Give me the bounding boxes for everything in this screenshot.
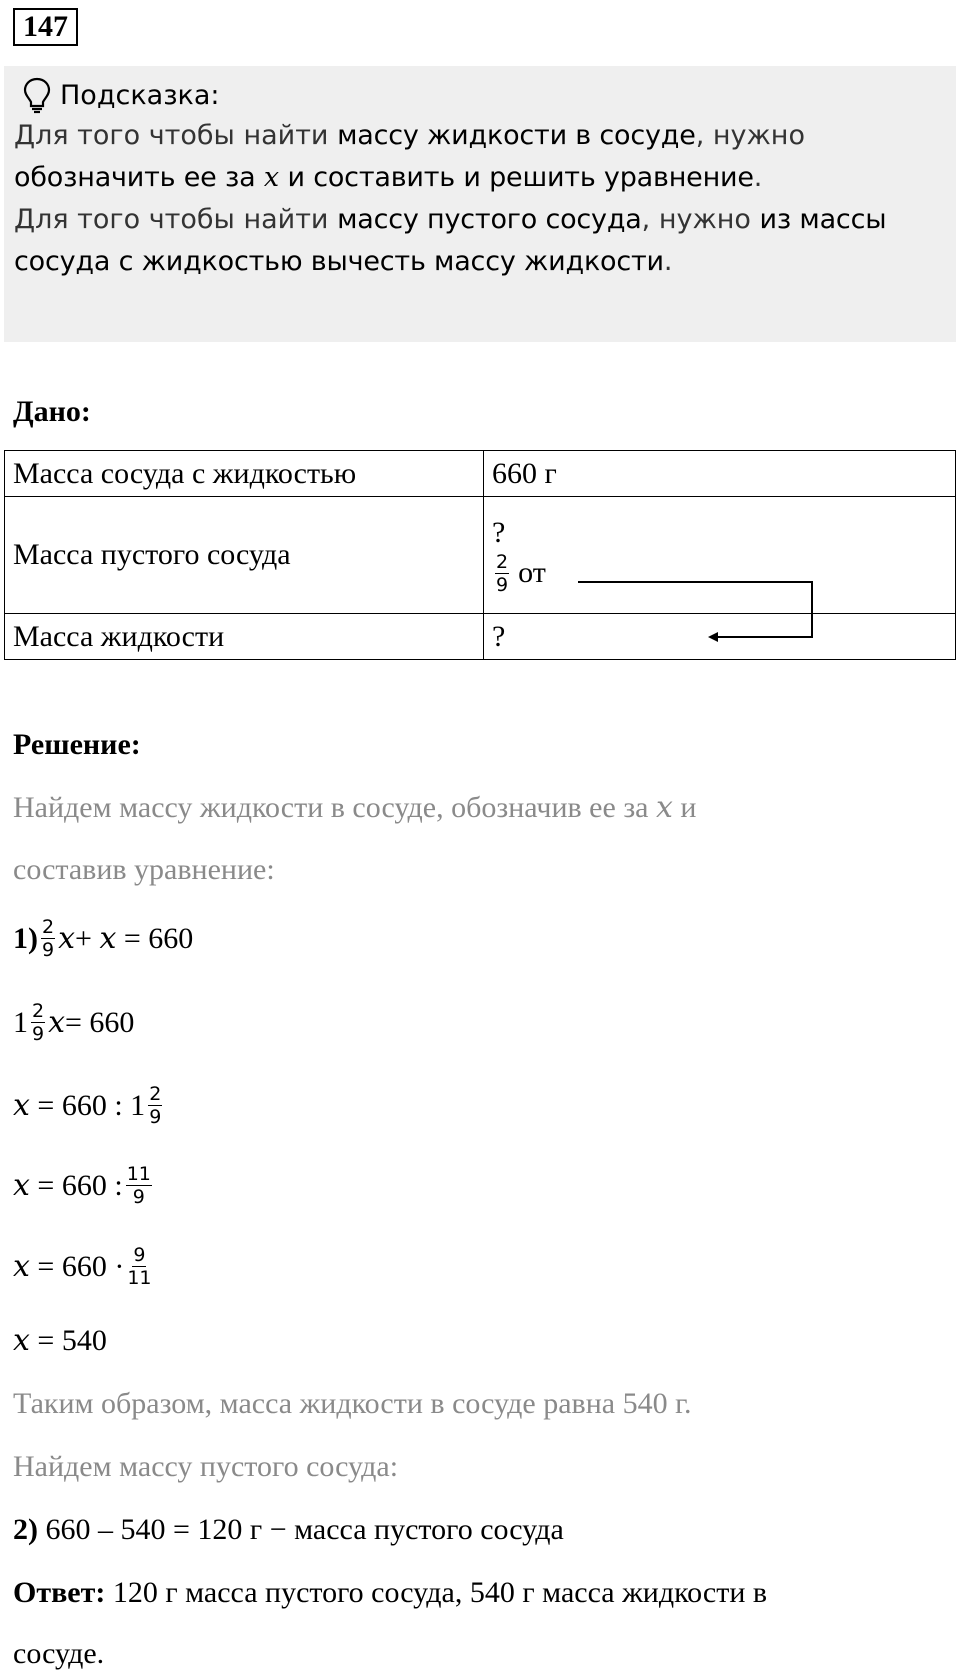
- row-name: Масса сосуда с жидкостью: [5, 451, 484, 497]
- solution-label: Решение:: [13, 728, 141, 761]
- step-7: 2) 660 – 540 = 120 г − масса пустого сосуда: [13, 1513, 564, 1546]
- step-2: 1 $\frac{2}{9}$ x = 660: [13, 1000, 135, 1045]
- answer-line-1: Ответ: 120 г масса пустого сосуда, 540 г масса жидкости в: [13, 1576, 768, 1609]
- hint-line-4: сосуда с жидкостью вычесть массу жидкости.: [14, 246, 673, 277]
- row-value: 660 г: [484, 451, 956, 497]
- next-step-intro: Найдем массу пустого сосуда:: [13, 1450, 399, 1483]
- hint-title-text: Подсказка:: [60, 79, 220, 111]
- answer-line-2: сосуде.: [13, 1637, 105, 1670]
- fraction-of: $\frac{2}{9}$ от: [496, 550, 546, 596]
- relation-arrow: [0, 0, 960, 700]
- step-4: x = 660 : $\frac{11}{9}$: [13, 1163, 151, 1208]
- problem-number: 147: [13, 8, 78, 46]
- fraction: $\frac{2}{9}$: [496, 550, 509, 596]
- fraction: $\frac{2}{9}$: [42, 916, 55, 961]
- hint-line-2: обозначить ее за x и составить и решить уравнение.: [14, 162, 763, 193]
- row-value: ?: [492, 515, 506, 549]
- hint-line-3: Для того чтобы найти массу пустого сосуда, нужно из массы: [14, 204, 887, 235]
- fraction: $\frac{2}{9}$: [149, 1083, 162, 1128]
- step-6: x = 540: [13, 1323, 107, 1358]
- intro-line-1: Найдем массу жидкости в сосуде, обозначив ее за x и: [13, 790, 697, 825]
- fraction: $\frac{2}{9}$: [32, 1000, 45, 1045]
- step-5: x = 660 · $\frac{9}{11}$: [13, 1244, 152, 1289]
- intro-line-2: составив уравнение:: [13, 853, 275, 886]
- row-name: Масса пустого сосуда: [5, 497, 484, 614]
- fraction: $\frac{11}{9}$: [126, 1163, 151, 1208]
- hint-line-1: Для того чтобы найти массу жидкости в сосуде, нужно: [14, 120, 805, 151]
- row-name: Масса жидкости: [5, 614, 484, 660]
- fraction: $\frac{9}{11}$: [127, 1244, 152, 1289]
- given-label: Дано:: [13, 395, 91, 428]
- step-1: 1) $\frac{2}{9}$ x + x = 660: [13, 916, 194, 961]
- step-3: x = 660 : 1 $\frac{2}{9}$: [13, 1083, 162, 1128]
- conclusion: Таким образом, масса жидкости в сосуде равна 540 г.: [13, 1387, 692, 1420]
- row-value: ?: [484, 614, 956, 660]
